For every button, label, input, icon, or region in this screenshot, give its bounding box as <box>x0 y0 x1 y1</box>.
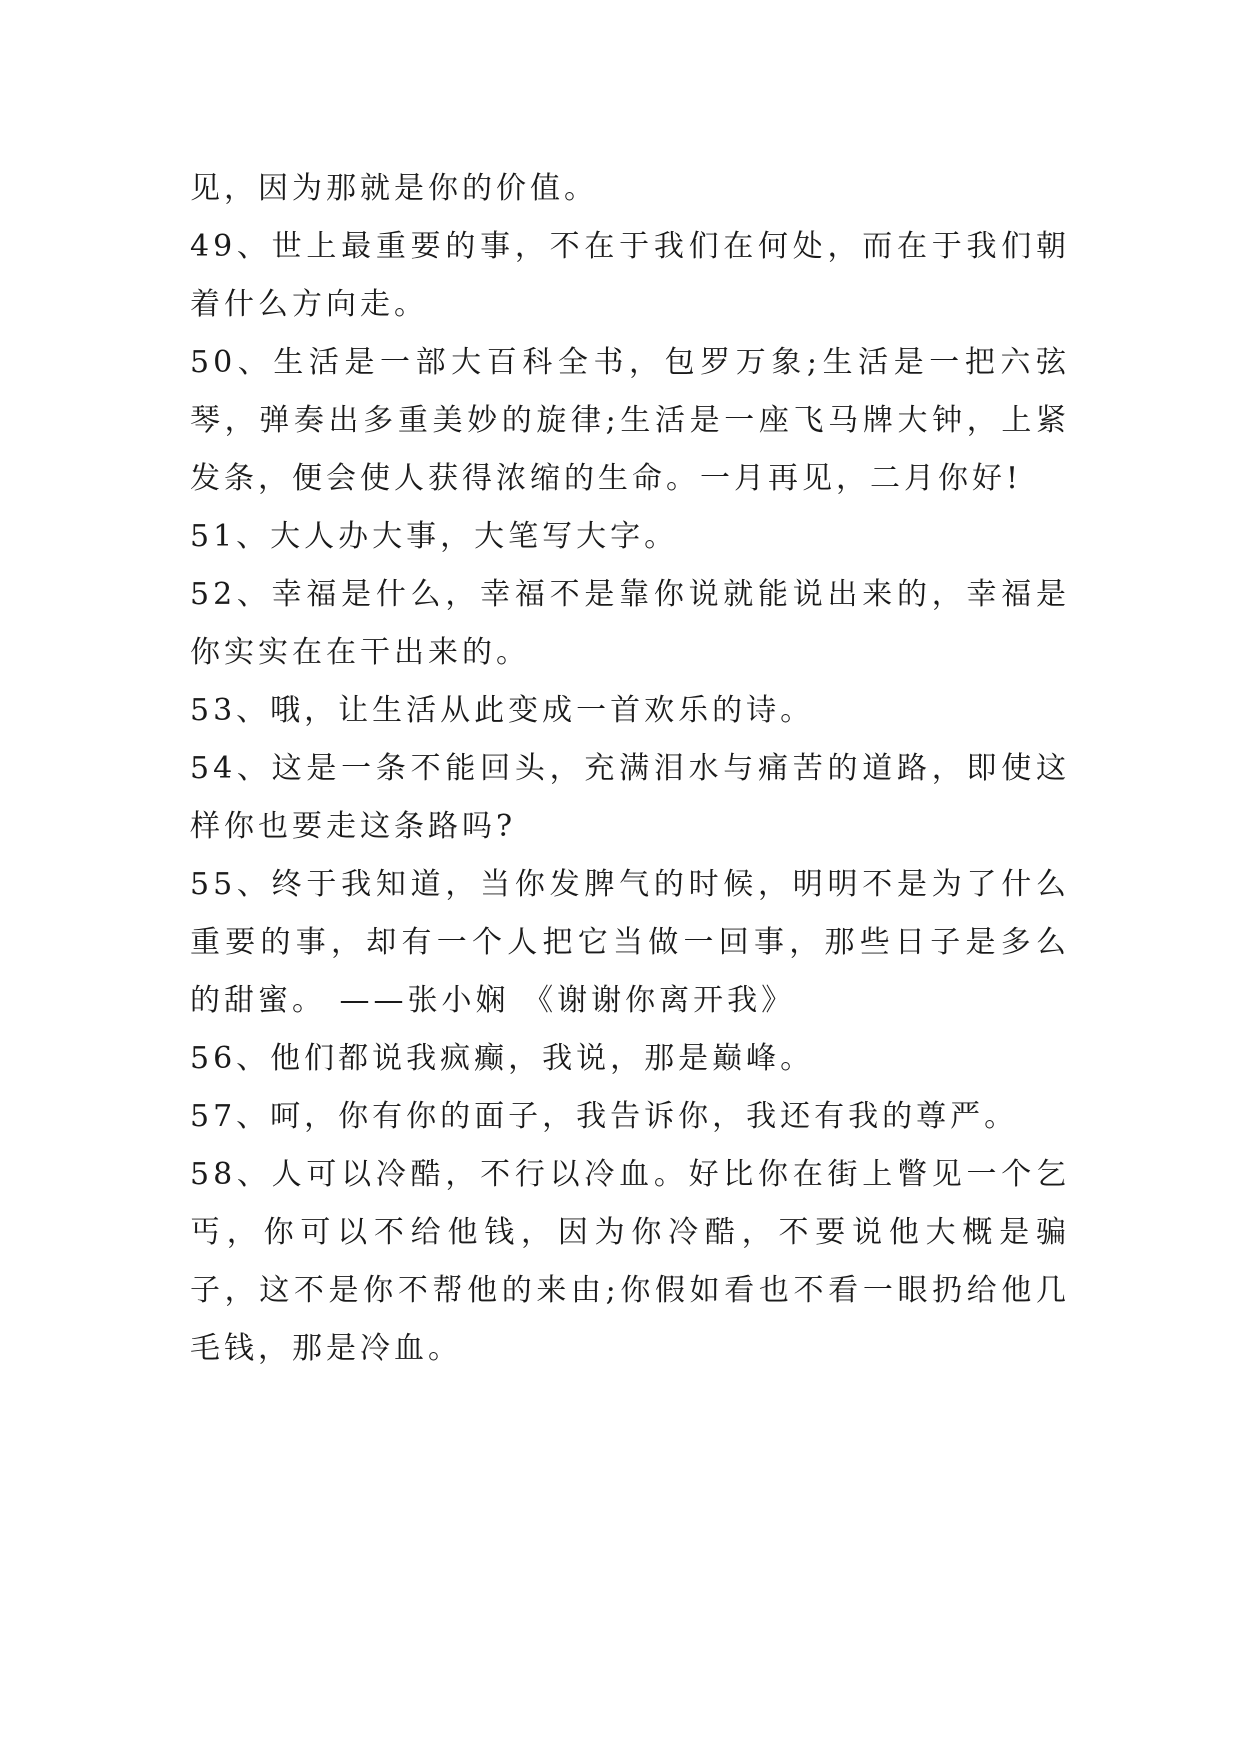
document-body <box>190 160 1070 1378</box>
paragraph-52: 52、幸福是什么，幸福不是靠你说就能说出来的，幸福是你实实在在干出来的。 <box>190 577 1070 670</box>
paragraph-57: 57、呵，你有你的面子，我告诉你，我还有我的尊严。 <box>190 1099 1019 1134</box>
paragraph-50: 50、生活是一部大百科全书，包罗万象;生活是一把六弦琴，弹奏出多重美妙的旋律;生活是一座飞马牌大钟，上紧发条，便会使人获得浓缩的生命。一月再见，二月你好! <box>190 345 1070 496</box>
paragraph-53: 53、哦，让生活从此变成一首欢乐的诗。 <box>190 693 815 728</box>
paragraph-51: 51、大人办大事，大笔写大字。 <box>190 519 679 554</box>
paragraph-continuation: 见，因为那就是你的价值。 <box>190 171 598 206</box>
paragraph-56: 56、他们都说我疯癫，我说，那是巅峰。 <box>190 1041 815 1076</box>
paragraph-54: 54、这是一条不能回头，充满泪水与痛苦的道路，即使这样你也要走这条路吗? <box>190 751 1070 844</box>
paragraph-55: 55、终于我知道，当你发脾气的时候，明明不是为了什么重要的事，却有一个人把它当做一回事，那些日子是多么的甜蜜。 ——张小娴 《谢谢你离开我》 <box>190 867 1070 1018</box>
paragraph-58: 58、人可以冷酷，不行以冷血。好比你在街上瞥见一个乞丐，你可以不给他钱，因为你冷酷，不要说他大概是骗子，这不是你不帮他的来由;你假如看也不看一眼扔给他几毛钱，那是冷血。 <box>190 1157 1070 1366</box>
paragraph-49: 49、世上最重要的事，不在于我们在何处，而在于我们朝着什么方向走。 <box>190 229 1070 322</box>
